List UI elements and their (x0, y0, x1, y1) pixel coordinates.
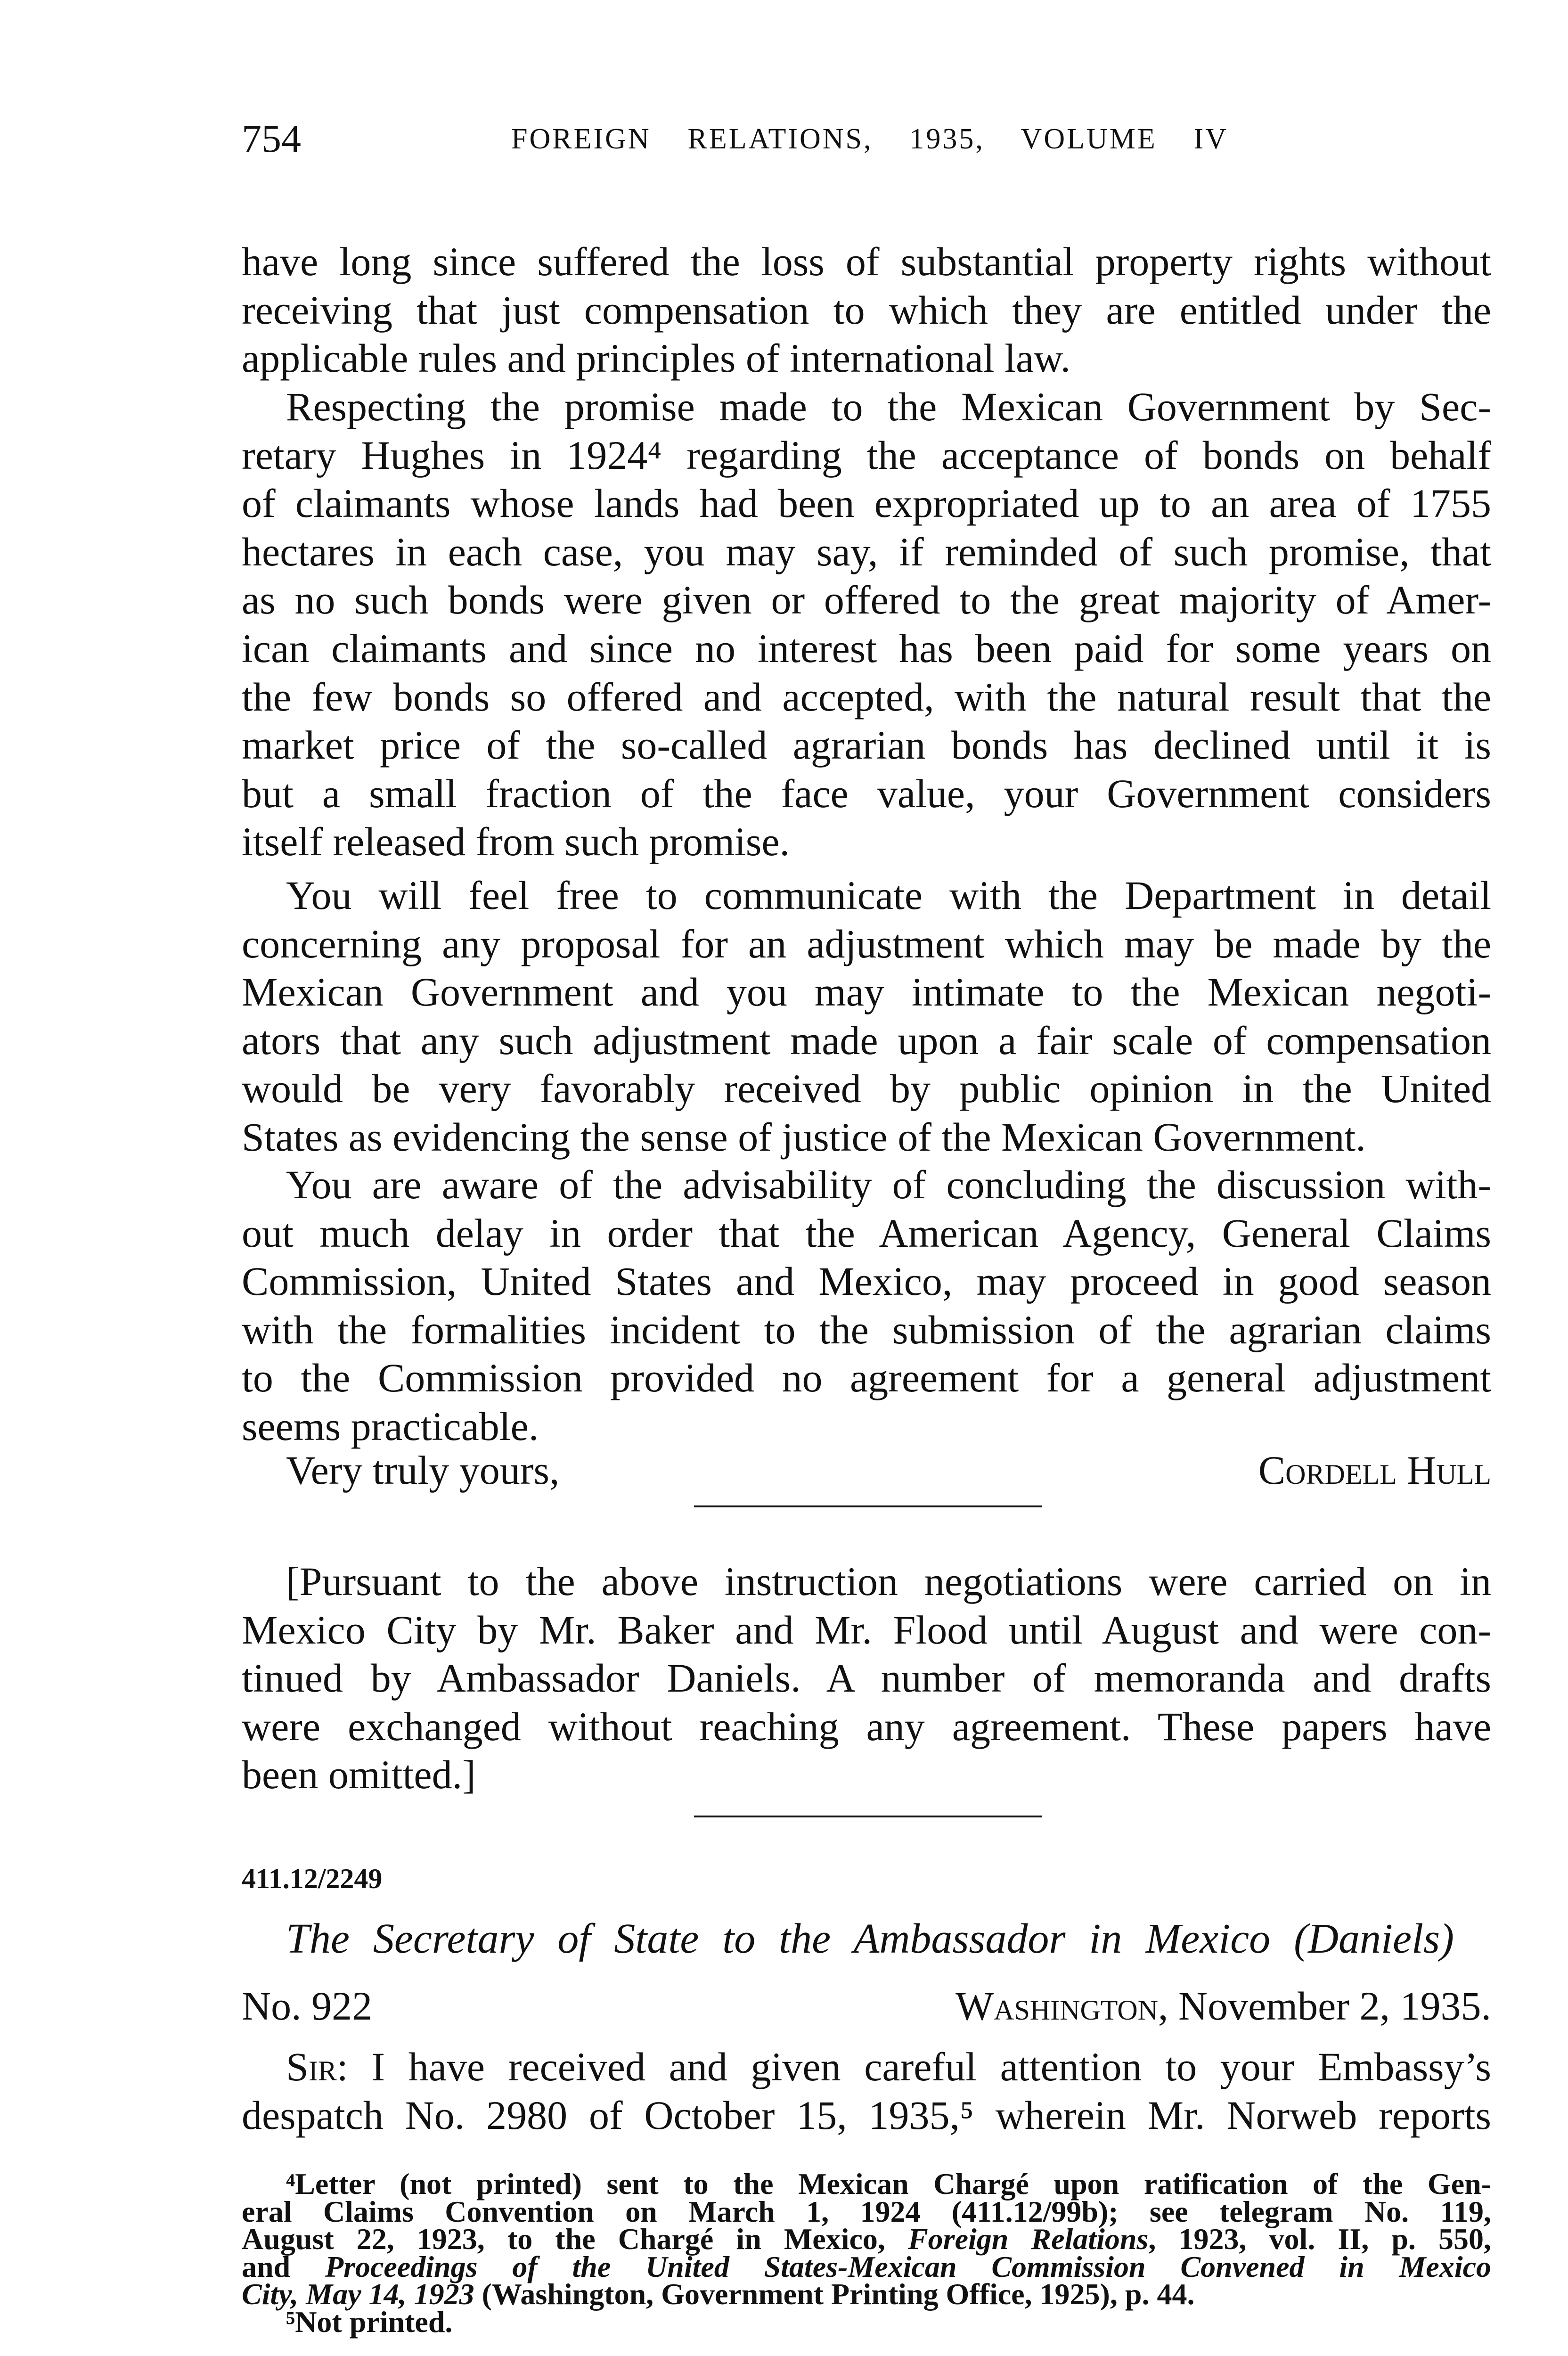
salutation: Very truly yours, (286, 1448, 560, 1493)
line-text: but a small fraction of the face value, your Government considers (242, 770, 1491, 816)
footnote-line (242, 2250, 1492, 2283)
footnote-text: ⁴Letter (not printed) sent to the Mexican Chargé upon ratification of the Gen- (286, 2167, 1491, 2201)
letter-body (242, 2043, 1491, 2139)
text-line (242, 237, 1491, 286)
line-text: the few bonds so offered and accepted, with the natural result that the (242, 674, 1491, 720)
line-text: Commission, United States and Mexico, may proceed in good season (242, 1259, 1491, 1304)
paragraph (242, 383, 1491, 866)
text-line (242, 383, 1491, 431)
date: November 2, 1935. (1178, 1983, 1491, 2029)
line-text: of claimants whose lands had been expropriated up to an area of 1755 (242, 481, 1491, 526)
editorial-note (242, 1557, 1491, 1799)
line-text: [Pursuant to the above instruction negotiations were carried on in (286, 1559, 1491, 1604)
text-line (242, 286, 1491, 335)
line-text: despatch No. 2980 of October 15, 1935,⁵ wherein Mr. Norweb reports (242, 2092, 1491, 2138)
line-text: retary Hughes in 1924⁴ regarding the acceptance of bonds on behalf (242, 432, 1491, 478)
text-line (242, 1702, 1491, 1751)
text-line (242, 2091, 1491, 2140)
file-number: 411.12/2249 (242, 1863, 383, 1894)
divider (694, 1505, 1042, 1507)
text-line (242, 920, 1491, 968)
document-title: The Secretary of State to the Ambassador in Mexico (Daniels) (286, 1915, 1454, 1962)
text-line (242, 1064, 1491, 1113)
text-line (242, 1557, 1491, 1606)
text-line (242, 2043, 1491, 2091)
text-line (242, 1751, 1491, 1799)
footnote-line (242, 2222, 1492, 2256)
paragraph (242, 237, 1491, 383)
line-text: were exchanged without reaching any agreement. These papers have (242, 1703, 1491, 1749)
text-line (242, 769, 1491, 818)
footnote-line (242, 2277, 1491, 2311)
footnote-line (242, 2167, 1491, 2201)
footnotes (242, 2167, 1492, 2339)
line-text: Mexico City by Mr. Baker and Mr. Flood until August and were con- (242, 1607, 1491, 1652)
footnote-text: and (242, 2250, 326, 2283)
text-line (242, 1016, 1491, 1065)
line-text: States as evidencing the sense of justice of the Mexican Government. (242, 1114, 1366, 1160)
footnote-line (242, 2194, 1491, 2228)
footnote-text: City, May 14, 1923 (242, 2277, 474, 2311)
line-text: would be very favorably received by public opinion in the United (242, 1066, 1491, 1112)
closing (242, 1446, 1491, 1495)
text-line (242, 479, 1491, 528)
footnote-text: eral Claims Convention on March 1, 1924 (411.12/99b); see telegram No. 119, (242, 2194, 1491, 2228)
text-line (242, 721, 1491, 769)
line-text: Mexican Government and you may intimate to the Mexican negoti- (242, 969, 1491, 1015)
text-line (242, 334, 1491, 383)
line-text: I have received and given careful attention to your Embassy’s (371, 2044, 1491, 2089)
line-text: receiving that just compensation to which they are entitled under the (242, 287, 1491, 333)
text-line (242, 1209, 1491, 1258)
divider (694, 1816, 1042, 1817)
line-text: with the formalities incident to the submission of the agrarian claims (242, 1307, 1491, 1352)
text-line (242, 968, 1491, 1016)
line-text: applicable rules and principles of international law. (242, 335, 1071, 381)
text-line (242, 871, 1491, 920)
footnote-text: , 1923, vol. II, p. 550, (1148, 2222, 1492, 2256)
text-line (242, 1113, 1491, 1162)
paragraph (242, 871, 1491, 1162)
line-text: as no such bonds were given or offered to the great majority of Amer- (242, 577, 1491, 623)
line-text: You will feel free to communicate with the Department in detail (286, 873, 1491, 918)
footnote-text: (Washington, Government Printing Office, 1925), p. 44. (474, 2277, 1195, 2311)
text-line (242, 673, 1491, 721)
line-text: itself released from such promise. (242, 819, 790, 865)
footnote-text: Proceedings of the United States-Mexican Commission Convened in Mexico (325, 2250, 1492, 2283)
line-text: market price of the so-called agrarian bonds has declined until it is (242, 722, 1491, 768)
place: Washington, (955, 1983, 1168, 2029)
page-number: 754 (242, 117, 301, 161)
text-line (242, 1161, 1491, 1209)
text-line (242, 1306, 1491, 1354)
line-text: tinued by Ambassador Daniels. A number of memoranda and drafts (242, 1655, 1491, 1701)
footnote-text: Foreign Relations (907, 2222, 1149, 2256)
dateline (242, 1982, 1491, 2030)
line-text: Respecting the promise made to the Mexican Government by Sec- (286, 384, 1491, 429)
text-line (242, 528, 1491, 576)
text-line (242, 1354, 1491, 1402)
line-text: been omitted.] (242, 1752, 476, 1798)
line-text: concerning any proposal for an adjustment which may be made by the (242, 921, 1491, 966)
text-line (242, 431, 1491, 480)
signature: Cordell Hull (1258, 1448, 1491, 1493)
line-text: ican claimants and since no interest has been paid for some years on (242, 625, 1491, 671)
footnote-text: ⁵Not printed. (286, 2305, 453, 2339)
text-line (242, 1654, 1491, 1702)
text-line (242, 1606, 1491, 1654)
footnote-text: August 22, 1923, to the Chargé in Mexico, (242, 2222, 908, 2256)
text-line (242, 576, 1491, 624)
line-text: out much delay in order that the American Agency, General Claims (242, 1210, 1491, 1256)
line-text: hectares in each case, you may say, if reminded of such promise, that (242, 529, 1491, 574)
line-text: ators that any such adjustment made upon a fair scale of compensation (242, 1017, 1491, 1063)
text-line (242, 1402, 1491, 1451)
footnote-line (242, 2305, 1491, 2339)
document-number: No. 922 (242, 1983, 373, 2029)
text-line (242, 818, 1491, 866)
text-line (242, 624, 1491, 673)
line-text: You are aware of the advisability of concluding the discussion with- (286, 1162, 1491, 1207)
line-text: have long since suffered the loss of substantial property rights without (242, 239, 1491, 284)
paragraph (242, 1161, 1491, 1451)
running-title: FOREIGN RELATIONS, 1935, VOLUME IV (511, 123, 1228, 155)
line-text: seems practicable. (242, 1403, 539, 1449)
line-text: to the Commission provided no agreement for a general adjustment (242, 1355, 1491, 1401)
text-line (242, 1257, 1491, 1306)
salutation-lead: Sir: (286, 2044, 348, 2089)
